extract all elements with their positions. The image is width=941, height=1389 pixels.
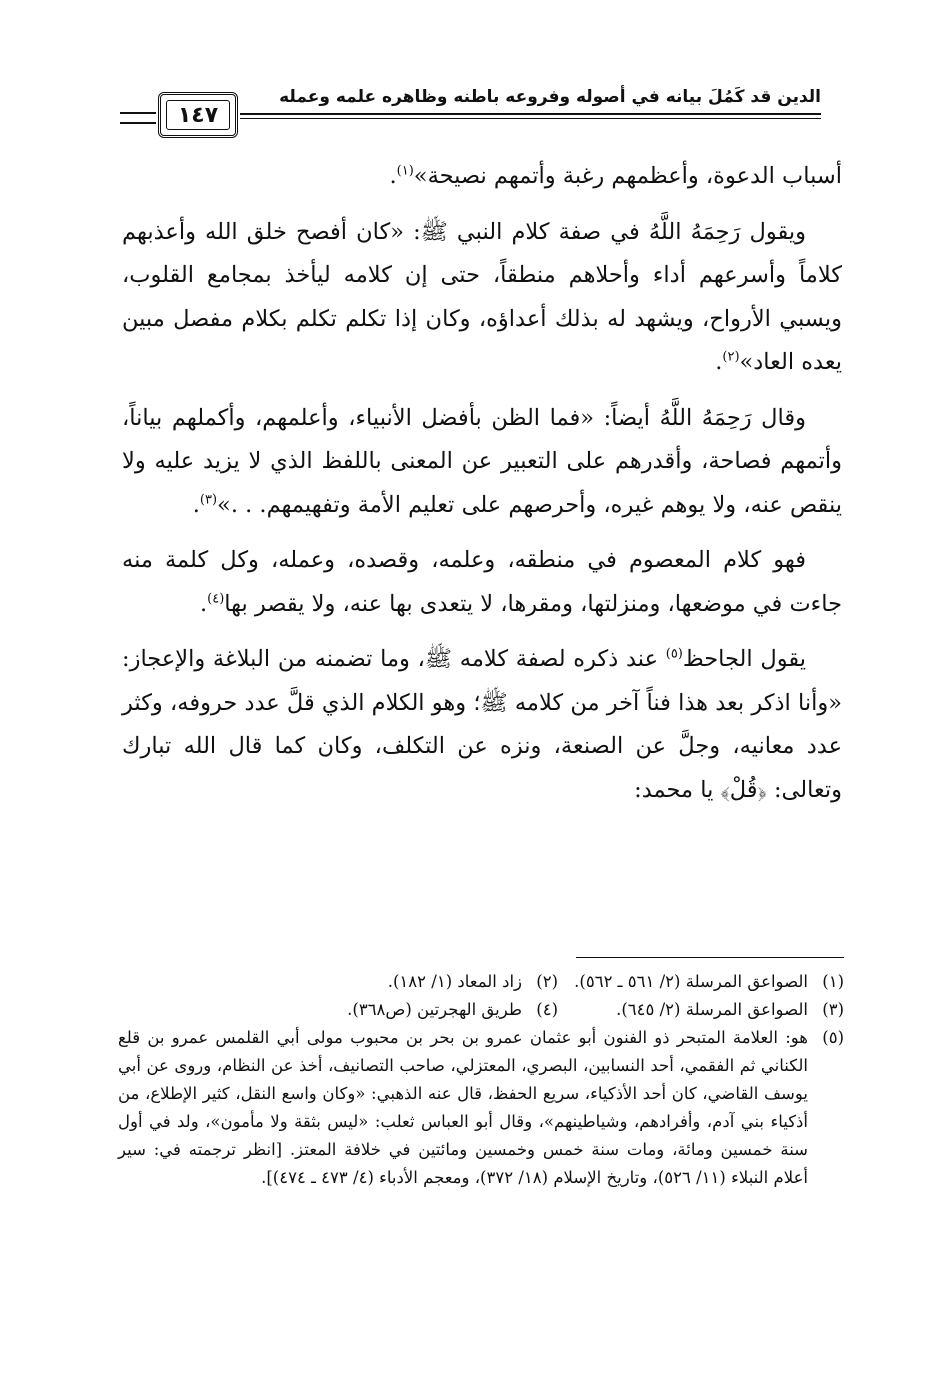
footnote-ref-4[interactable]: (٤) — [207, 591, 225, 606]
footnote-text: هو: العلامة المتبحر ذو الفنون أبو عثمان عمرو بن بحر بن محبوب مولى أبي القلمس عمرو بن قلع الكناني ثم الفقمي، أحد النسابين، البصري، المعتزلي، صاحب التصانيف، أخذ عن النظام، وروى عن أبي يوسف القاضي، كان أحد الأذكياء، سريع الحفظ، قال عنه الذهبي: «وكان واسع النقل، كثير الإطلاع، من أذكياء بني آدم، وأفرادهم، وشياطينهم»، وقال أبو العباس ثعلب: «ليس بثقة ولا مأمون»، ولد في أول سنة خمسين ومائة، ومات سنة خمس وخمسين ومائتين في خلافة المعتز. [انظر ترجمته في: سير أعلام النبلاء (١١/ ٥٢٦)، وتاريخ الإسلام (١٨/ ٣٧٢)، ومعجم الأدباء (٤/ ٤٧٣ ـ ٤٧٤)]. — [118, 1028, 808, 1187]
footnotes — [118, 968, 844, 1192]
header-rule-left — [120, 112, 156, 124]
footnote-number: (١) — [822, 972, 844, 991]
paragraph-text: وقال رَحِمَهُ اللَّهُ أيضاً: «فما الظن بأفضل الأنبياء، وأعلمهم، وأكملهم بياناً، وأتمهم فصاحة، وأقدرهم على التعبير عن المعنى باللفظ الذي لا يزيد عليه ولا ينقص عنه، ولا يوهم غيره، وأحرصهم على تعليم الأمة وتفهيمهم. . .» — [122, 404, 842, 518]
footnote-row — [118, 1024, 844, 1192]
paragraph-5 — [122, 638, 842, 812]
paragraph-1 — [122, 155, 842, 199]
footnote-row — [118, 968, 844, 996]
paragraph-text: فهو كلام المعصوم في منطقه، وعلمه، وقصده، وعمله، وكل كلمة منه جاءت في موضعها، ومنزلتها، ومقرها، لا يتعدى بها عنه، ولا يقصر بها — [122, 547, 842, 617]
paragraph-text: يقول الجاحظ — [682, 646, 806, 672]
paragraph-end: . — [715, 349, 723, 375]
footnote-ref-2[interactable]: (٢) — [722, 349, 740, 365]
paragraph-text: أسباب الدعوة، وأعظمهم رغبة وأتمهم نصيحة» — [413, 163, 842, 189]
footnote-text: الصواعق المرسلة (٢/ ٥٦١ ـ ٥٦٢). — [574, 972, 808, 991]
footnote-text: الصواعق المرسلة (٢/ ٦٤٥). — [616, 1000, 808, 1019]
main-text — [122, 155, 842, 824]
footnote-ref-1[interactable]: (١) — [396, 163, 414, 179]
paragraph-end: . — [199, 590, 208, 617]
header-rule — [240, 113, 821, 115]
paragraph-end: . — [192, 491, 200, 518]
footnote-ref-3[interactable]: (٣) — [199, 492, 218, 507]
paragraph-2 — [122, 211, 842, 385]
page-number-frame — [158, 92, 238, 138]
footnote-number: (٥) — [822, 1028, 844, 1047]
paragraph-end: . — [389, 163, 397, 189]
footnote-separator — [576, 957, 844, 958]
footnote-number: (٣) — [822, 1000, 844, 1019]
page-number: ١٤٧ — [166, 100, 230, 130]
footnote-text: طريق الهجرتين (ص٣٦٨). — [347, 1000, 522, 1019]
running-title: الدين قد كَمُلَ بيانه في أصوله وفروعه باطنه وظاهره علمه وعمله — [279, 87, 821, 107]
footnote-number: (٤) — [536, 1000, 558, 1019]
footnote-text: زاد المعاد (١/ ١٨٢). — [387, 972, 522, 991]
header-rule-thin — [240, 118, 821, 119]
paragraph-4 — [122, 539, 842, 626]
paragraph-3 — [122, 397, 842, 528]
paragraph-text-cont: عند ذكره لصفة كلامه ﷺ، وما تضمنه من البلاغة والإعجاز: «وأنا اذكر بعد هذا فناً آخر من كلامه ﷺ؛ وهو الكلام الذي قلَّ عدد حروفه، وكثر عدد معانيه، وجلَّ عن الصنعة، ونزه عن التكلف، وكان كما قال الله تبارك وتعالى: ﴿قُلْ﴾ يا محمد: — [122, 646, 842, 803]
footnote-ref-5[interactable]: (٥) — [665, 646, 683, 662]
footnote-row — [118, 996, 844, 1024]
paragraph-text: ويقول رَحِمَهُ اللَّهُ في صفة كلام النبي ﷺ: «كان أفصح خلق الله وأعذبهم كلاماً وأسرعهم أداء وأحلاهم منطقاً، حتى إن كلامه ليأخذ بمجامع القلوب، ويسبي الأرواح، ويشهد له بذلك أعداؤه، وكان إذا تكلم تكلم بكلام مفصل مبين يعده العاد» — [122, 218, 842, 375]
footnote-number: (٢) — [536, 972, 558, 991]
